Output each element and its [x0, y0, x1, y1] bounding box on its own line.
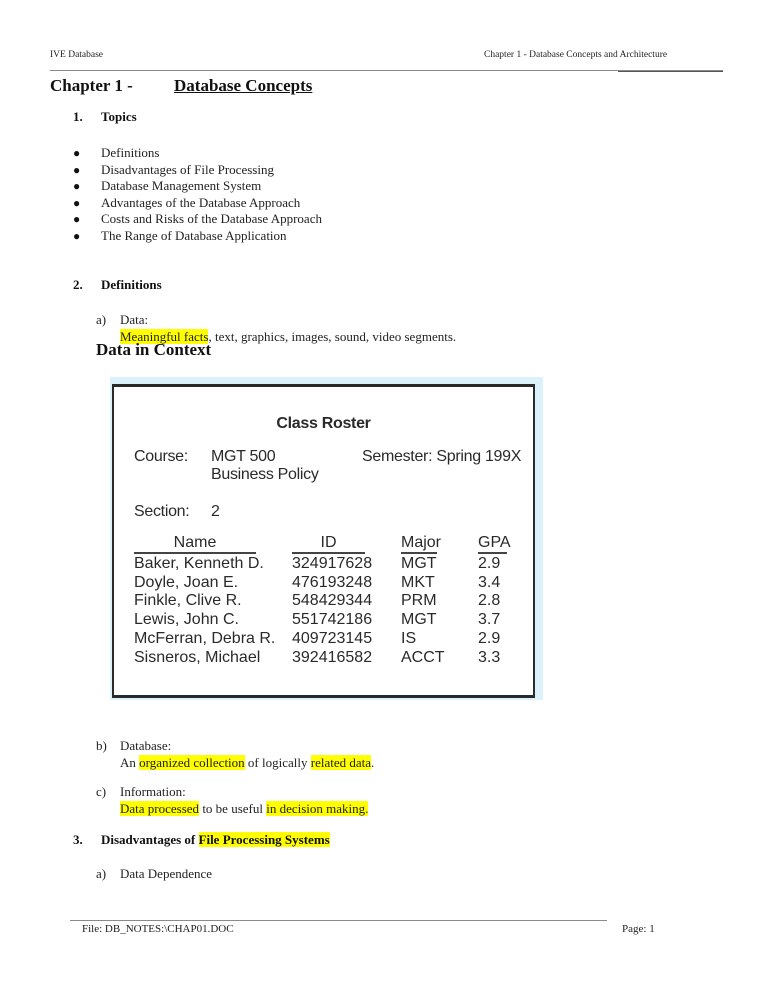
cell-name: Doyle, Joan E.	[134, 573, 239, 591]
cell-name: McFerran, Debra R.	[134, 629, 276, 647]
list-item: ● Database Management System	[73, 178, 262, 193]
highlighted-text: organized collection	[139, 754, 245, 770]
header-divider-accent	[618, 71, 723, 72]
definition-data: a) Data: Meaningful facts, text, graphics, images, sound, video segments.	[96, 312, 457, 344]
cell-major: IS	[401, 629, 417, 647]
cell-major: ACCT	[401, 648, 445, 666]
class-roster-figure	[112, 384, 535, 698]
cell-gpa: 3.7	[478, 611, 501, 629]
definition-term: Information:	[120, 784, 186, 799]
bullet-icon: ●	[73, 195, 81, 210]
item-label: c)	[96, 784, 107, 799]
section-label: Section:	[134, 503, 190, 520]
list-item: ● Definitions	[73, 145, 160, 160]
definition-database: b) Database: An organized collection of logically related data.	[96, 738, 375, 770]
cell-name: Lewis, John C.	[134, 611, 239, 629]
bullet-icon: ●	[73, 162, 81, 177]
highlighted-text: Meaningful facts	[120, 328, 209, 344]
chapter-prefix: Chapter 1 -	[50, 76, 133, 95]
cell-major: MGT	[401, 611, 437, 629]
course-name: Business Policy	[211, 466, 319, 483]
item-label: b)	[96, 738, 107, 753]
list-item: ● Costs and Risks of the Database Approach	[73, 211, 322, 226]
cell-gpa: 3.3	[478, 648, 501, 666]
list-item: ● Disadvantages of File Processing	[73, 161, 274, 177]
section-file-processing-heading	[73, 832, 330, 848]
highlighted-text: File Processing Systems	[198, 832, 330, 847]
definition-information: c) Information: Data processed to be useful in decision making.	[96, 784, 369, 816]
section-heading: Definitions	[101, 277, 162, 292]
section-number: 2.	[73, 277, 83, 292]
cell-name: Sisneros, Michael	[134, 648, 261, 666]
section-value: 2	[211, 503, 220, 520]
header-left: IVE Database	[50, 50, 104, 60]
list-item: ● Advantages of the Database Approach	[73, 194, 301, 210]
course-value	[211, 448, 319, 484]
cell-gpa: 2.9	[478, 555, 501, 572]
item-label: a)	[96, 866, 107, 881]
cell-gpa: 2.9	[478, 629, 501, 647]
section-number: 3.	[73, 832, 83, 847]
column-header-name: Name	[134, 534, 256, 554]
bullet-icon: ●	[73, 228, 81, 243]
cell-gpa: 2.8	[478, 592, 501, 610]
section-number: 1.	[73, 109, 83, 124]
column-header-id: ID	[292, 534, 365, 554]
section-heading: Topics	[101, 109, 137, 124]
cell-major: PRM	[401, 592, 437, 610]
footer-file: File: DB_NOTES:\CHAP01.DOC	[82, 923, 234, 935]
cell-id: 548429344	[292, 592, 373, 610]
cell-major: MKT	[401, 573, 435, 591]
highlighted-text: Data processed	[120, 800, 200, 816]
cell-name: Baker, Kenneth D.	[134, 555, 264, 572]
course-code: MGT 500	[211, 448, 276, 465]
column-header-gpa: GPA	[478, 534, 507, 554]
chapter-title: Database Concepts	[174, 76, 313, 95]
footer-page-number: Page: 1	[622, 923, 655, 935]
cell-id: 476193248	[292, 573, 373, 591]
item-label: a)	[96, 312, 107, 327]
cell-name: Finkle, Clive R.	[134, 592, 242, 610]
item-data-dependence: a) Data Dependence	[96, 866, 213, 881]
course-label: Course:	[134, 448, 188, 465]
definition-term: Data:	[120, 312, 149, 327]
bullet-icon: ●	[73, 179, 81, 193]
cell-id: 551742186	[292, 611, 373, 629]
list-item: ● The Range of Database Application	[73, 227, 287, 243]
section-topics-heading	[73, 109, 137, 125]
section-definitions-heading	[73, 277, 162, 293]
topics-list	[73, 145, 322, 244]
column-header-major: Major	[401, 534, 437, 554]
name-column	[134, 555, 275, 667]
definition-term: Database:	[120, 738, 172, 753]
id-column	[292, 555, 372, 667]
figure-title: Data in Context	[96, 340, 212, 359]
cell-gpa: 3.4	[478, 573, 501, 591]
bullet-icon: ●	[73, 212, 81, 226]
header-right: Chapter 1 - Database Concepts and Architecture	[484, 50, 668, 60]
highlighted-text: related data	[310, 754, 372, 770]
section-heading: Disadvantages of	[101, 832, 199, 847]
header-divider	[50, 70, 473, 71]
footer-divider	[70, 920, 607, 921]
bullet-icon: ●	[73, 146, 81, 160]
semester: Semester: Spring 199X	[362, 448, 522, 465]
roster-title: Class Roster	[276, 415, 371, 432]
gpa-column	[478, 555, 500, 667]
highlighted-text: in decision making.	[266, 800, 369, 816]
cell-id: 392416582	[292, 648, 373, 666]
major-column	[401, 555, 445, 667]
cell-id: 409723145	[292, 629, 373, 647]
cell-id: 324917628	[292, 555, 373, 572]
cell-major: MGT	[401, 555, 437, 572]
